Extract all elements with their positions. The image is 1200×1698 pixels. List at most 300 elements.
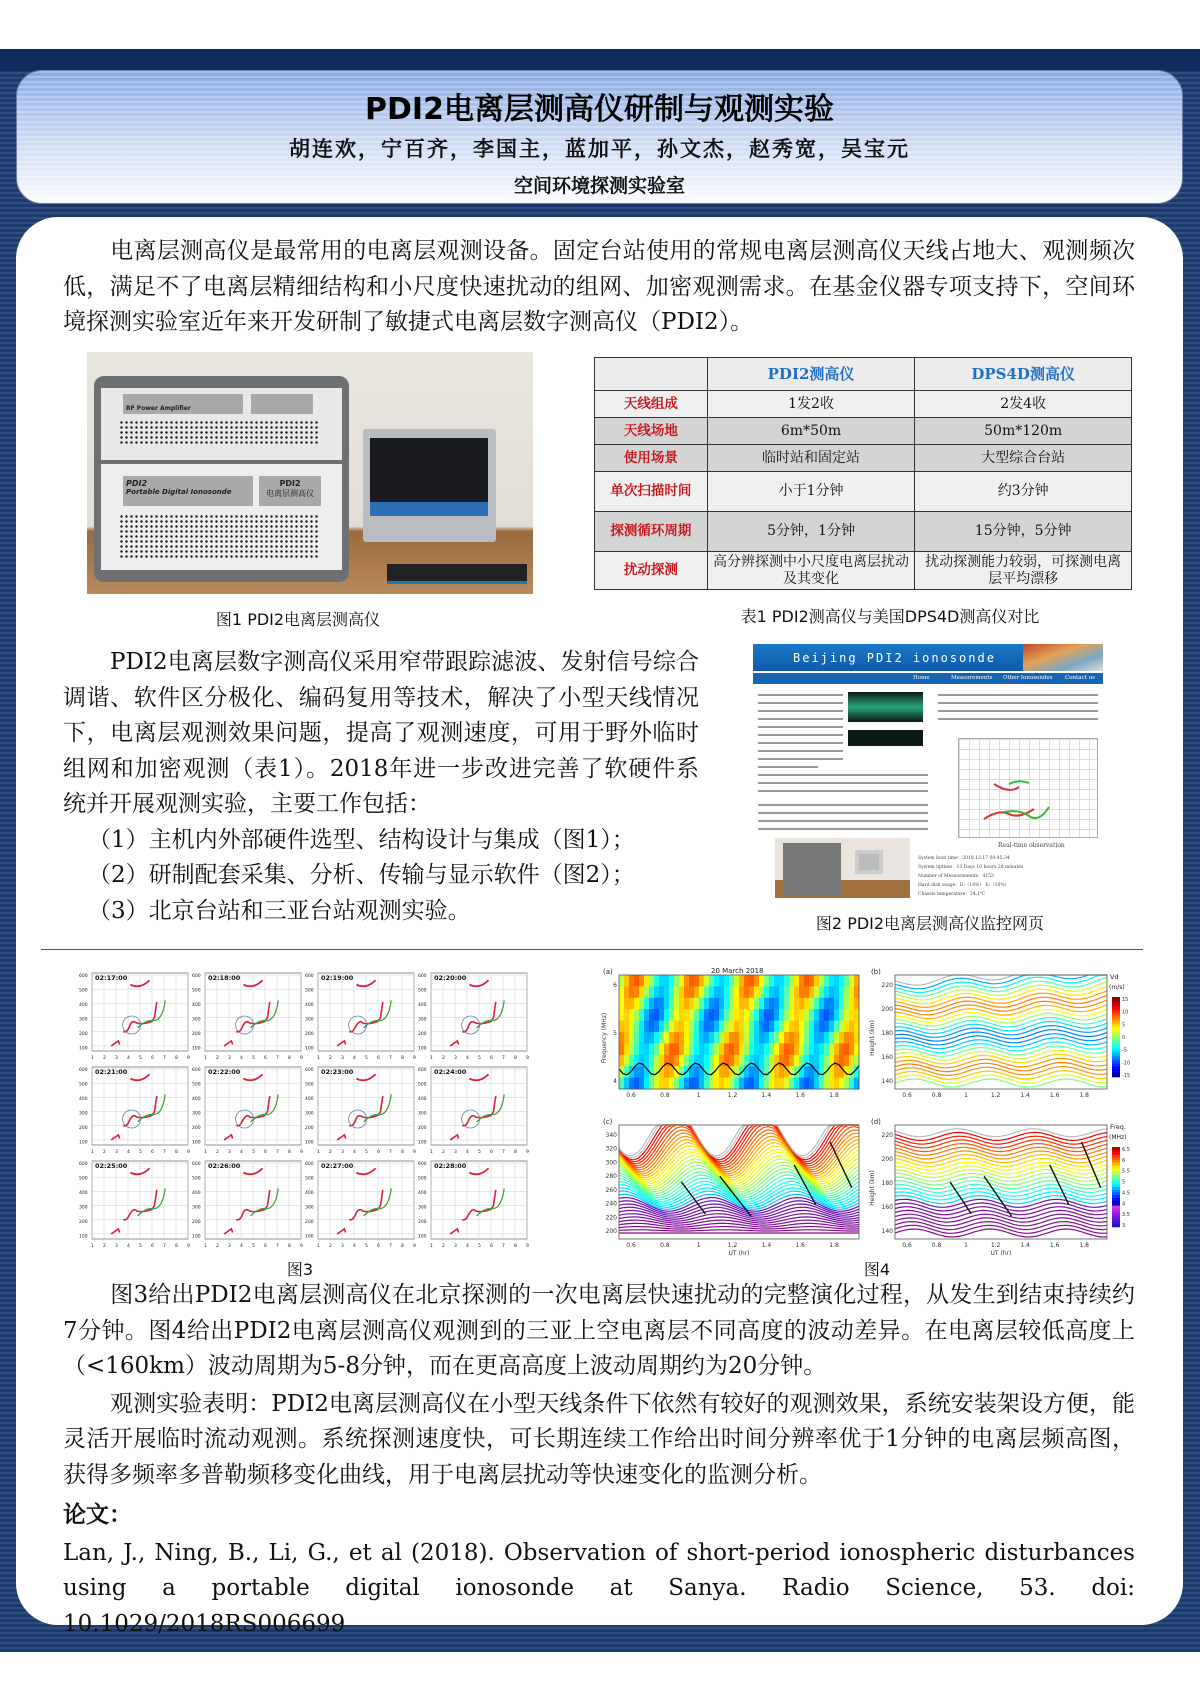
heatmap-cell [679, 986, 685, 998]
heatmap-cell [714, 1078, 720, 1090]
heatmap-cell [844, 1078, 850, 1090]
x-tick-label: 1.6 [1049, 1092, 1060, 1099]
colorbar-segment [1112, 1072, 1120, 1075]
colorbar-tick: 4.5 [1122, 1190, 1130, 1197]
heatmap-cell [674, 1021, 680, 1033]
heatmap-cell [814, 986, 820, 998]
y-tick-label: 600 [305, 974, 314, 979]
heatmap-cell [799, 1078, 805, 1090]
heatmap-cell [764, 1032, 770, 1044]
heatmap-cell [659, 1078, 665, 1090]
x-tick-label: 5 [478, 1244, 481, 1249]
x-tick-label: 1.4 [1020, 1092, 1030, 1099]
heatmap-cell [664, 1021, 670, 1033]
heatmap-cell [679, 975, 685, 987]
colorbar-segment [1112, 1016, 1120, 1019]
colorbar-segment [1112, 1211, 1120, 1214]
work-item: （1）主机内外部硬件选型、结构设计与集成（图1）； [88, 826, 635, 853]
y-tick-label: 160 [881, 1204, 893, 1211]
x-tick-label: 5 [252, 1244, 255, 1249]
heatmap-cell [749, 1032, 755, 1044]
x-tick-label: 6 [490, 1244, 493, 1249]
heatmap-cell [689, 998, 695, 1010]
heatmap-cell [764, 1043, 770, 1055]
heatmap-cell [844, 1009, 850, 1021]
webpage-text-line [758, 766, 818, 768]
heatmap-cell [674, 1055, 680, 1067]
webpage-text-line [938, 710, 1098, 712]
x-tick-label: 6 [151, 1056, 154, 1061]
y-tick-label: 300 [79, 1111, 88, 1117]
heatmap-cell [839, 998, 845, 1010]
heatmap-cell [664, 998, 670, 1010]
panel-content [619, 975, 860, 1090]
x-tick-label: 1.4 [761, 1242, 772, 1249]
status-disk: Hard disk usage：D:（14%） E:（10%） [918, 883, 1010, 888]
y-tick-label: 400 [305, 1097, 314, 1102]
heatmap-cell [794, 986, 800, 998]
x-tick-label: 7 [389, 1150, 392, 1155]
colorbar-segment [1112, 1187, 1120, 1190]
heatmap-cell [739, 1032, 745, 1044]
heatmap-cell [659, 1021, 665, 1033]
heatmap-cell [689, 986, 695, 998]
references-heading: 论文： [63, 1502, 132, 1528]
y-axis-label: Height (km) [869, 1170, 876, 1206]
y-tick-label: 500 [305, 1082, 314, 1088]
heatmap-cell [624, 1078, 630, 1090]
heatmap-cell [619, 998, 625, 1010]
wave-trace [895, 1129, 1107, 1137]
heatmap-cell [679, 1009, 685, 1021]
heatmap-cell [699, 1032, 705, 1044]
heatmap-cell [709, 1009, 715, 1021]
heatmap-cell [629, 998, 635, 1010]
heatmap-cell [679, 1055, 685, 1067]
heatmap-cell [784, 1078, 790, 1090]
heatmap-cell [744, 1032, 750, 1044]
heatmap-cell [629, 986, 635, 998]
heatmap-cell [669, 998, 675, 1010]
table-header-row [595, 358, 1132, 391]
x-tick-label: 1 [91, 1056, 94, 1061]
heatmap-cell [629, 1009, 635, 1021]
x-tick-label: 3 [228, 1056, 231, 1061]
x-tick-label: 0.6 [902, 1092, 912, 1099]
y-tick-label: 400 [192, 1191, 201, 1196]
x-tick-label: 1.2 [727, 1092, 738, 1099]
heatmap-cell [729, 1032, 735, 1044]
heatmap-cell [649, 975, 655, 987]
y-tick-label: 400 [418, 1097, 427, 1102]
installation-photo [775, 838, 910, 898]
y-tick-label: 500 [192, 1176, 201, 1182]
heatmap-cell [664, 1009, 670, 1021]
heatmap-cell [829, 975, 835, 987]
heatmap-cell [744, 1021, 750, 1033]
y-tick-label: 340 [605, 1132, 617, 1139]
heatmap-cell [619, 1032, 625, 1044]
heatmap-cell [759, 998, 765, 1010]
heatmap-cell [749, 1021, 755, 1033]
heatmap-cell [779, 1078, 785, 1090]
wave-panel [601, 967, 864, 1107]
heatmap-cell [769, 1009, 775, 1021]
heatmap-cell [804, 1032, 810, 1044]
heatmap-cell [779, 986, 785, 998]
heatmap-cell [774, 1078, 780, 1090]
conclusion-paragraph: 观测实验表明：PDI2电离层测高仪在小型天线条件下依然有较好的观测效果，系统安装架设方便，能灵活开展临时流动观测。系统探测速度快，可长期连续工作给出时间分辨率优于1分钟的电离层频高图，获得多频率多普勒频移变化曲线，用于电离层扰动等快速变化的监测分析。 [63, 1390, 1135, 1488]
heatmap-cell [829, 998, 835, 1010]
section-divider [41, 949, 1143, 950]
heatmap-cell [624, 1055, 630, 1067]
heatmap-cell [764, 998, 770, 1010]
wave-trace [619, 1227, 859, 1229]
colorbar-segment [1112, 1005, 1120, 1008]
poster-top-strip [0, 49, 1200, 71]
heatmap-cell [699, 998, 705, 1010]
heatmap-cell [754, 1009, 760, 1021]
result-paragraph: 图3给出PDI2电离层测高仪在北京探测的一次电离层快速扰动的完整演化过程，从发生到结束持续约7分钟。图4给出PDI2电离层测高仪观测到的三亚上空电离层不同高度的波动差异。在电离层较低高度上（<160km）波动周期为5-8分钟，而在更高高度上波动周期约为20分钟。 [63, 1282, 1135, 1379]
intro-text: 电离层测高仪是最常用的电离层观测设备。固定台站使用的常规电离层测高仪天线占地大、观测频次低，满足不了电离层精细结构和小尺度快速扰动的组网、加密观测需求。在基金仪器专项支持下，空间环境探测实验室近年来开发研制了敏捷式电离层数字测高仪（PDI2）。 [63, 238, 1135, 335]
heatmap-cell [759, 986, 765, 998]
heatmap-cell [764, 1009, 770, 1021]
nav-measurements[interactable]: Measurements [951, 675, 993, 681]
y-tick-label: 500 [418, 988, 427, 994]
x-tick-label: 1.4 [761, 1092, 772, 1099]
x-tick-label: 9 [526, 1150, 529, 1155]
panel-timestamp: 02:23:00 [321, 1068, 354, 1076]
x-tick-label: 1.2 [727, 1242, 738, 1249]
heatmap-cell [704, 1043, 710, 1055]
heatmap-cell [619, 986, 625, 998]
heatmap-cell [729, 1021, 735, 1033]
heatmap-cell [704, 975, 710, 987]
x-tick-label: 8 [401, 1056, 404, 1061]
x-tick-label: 1.8 [1079, 1092, 1090, 1099]
x-tick-label: 6 [490, 1150, 493, 1155]
heatmap-cell [784, 1043, 790, 1055]
heatmap-cell [709, 1055, 715, 1067]
colorbar-segment [1112, 1190, 1120, 1193]
heatmap-cell [839, 1021, 845, 1033]
keyboard [387, 564, 527, 584]
colorbar-segment [1112, 1013, 1120, 1016]
heatmap-cell [819, 1066, 825, 1078]
heatmap-cell [839, 1009, 845, 1021]
heatmap-cell [834, 975, 840, 987]
x-tick-label: 3 [228, 1244, 231, 1249]
webpage-text-line [758, 812, 928, 814]
colorbar-segment [1112, 1000, 1120, 1003]
x-tick-label: 9 [187, 1150, 190, 1155]
heatmap-cell [754, 975, 760, 987]
y-tick-label: 100 [79, 1140, 88, 1146]
y-tick-label: 100 [192, 1234, 201, 1240]
colorbar-tick: 3.5 [1122, 1212, 1130, 1219]
x-tick-label: 1.6 [795, 1092, 806, 1099]
heatmap-cell [804, 1043, 810, 1055]
x-tick-label: 1 [696, 1092, 701, 1099]
heatmap-cell [719, 1066, 725, 1078]
ionogram-panel [78, 969, 191, 1063]
colorbar-segment [1112, 1050, 1120, 1053]
heatmap-cell [654, 975, 660, 987]
column-header-pdi2: PDI2测高仪 [707, 358, 915, 391]
table-row: 单次扫描时间 小于1分钟 约3分钟 [595, 472, 1132, 512]
y-tick-label: 200 [605, 1228, 617, 1235]
webpage-text-line [758, 694, 843, 696]
colorbar-segment [1112, 1200, 1120, 1203]
heatmap-cell [634, 986, 640, 998]
heatmap-cell [814, 1032, 820, 1044]
wave-panel [869, 967, 1132, 1107]
ionogram-panel [191, 1157, 304, 1251]
x-tick-label: 5 [139, 1150, 142, 1155]
heatmap-cell [729, 986, 735, 998]
colorbar-segment [1112, 1021, 1120, 1024]
x-tick-label: 1.8 [1079, 1242, 1090, 1249]
x-tick-label: 6 [490, 1056, 493, 1061]
colorbar-segment [1112, 1045, 1120, 1048]
heatmap-cell [754, 1021, 760, 1033]
work-item-list [63, 823, 699, 930]
heatmap-cell [744, 1043, 750, 1055]
colorbar-segment [1112, 1061, 1120, 1064]
x-tick-label: 8 [514, 1244, 517, 1249]
colorbar-segment [1112, 1158, 1120, 1161]
y-tick-label: 400 [418, 1191, 427, 1196]
heatmap-cell [624, 1009, 630, 1021]
heatmap-cell [674, 975, 680, 987]
heatmap-cell [669, 1021, 675, 1033]
x-tick-label: 3 [115, 1150, 118, 1155]
heatmap-cell [669, 986, 675, 998]
colorbar-tick: 5 [1122, 1022, 1126, 1029]
y-tick-label: 100 [305, 1046, 314, 1052]
y-tick-label: 300 [192, 1205, 201, 1211]
y-tick-label: 300 [418, 1111, 427, 1117]
colorbar-tick: 5.5 [1122, 1168, 1130, 1175]
heatmap-cell [774, 998, 780, 1010]
webpage-text-line [758, 702, 843, 704]
x-tick-label: 7 [276, 1244, 279, 1249]
y-tick-label: 400 [79, 1003, 88, 1008]
heatmap-cell [674, 986, 680, 998]
heatmap-cell [644, 998, 650, 1010]
y-tick-label: 600 [79, 1162, 88, 1167]
x-tick-label: 9 [413, 1244, 416, 1249]
x-tick-label: 3 [454, 1056, 457, 1061]
heatmap-cell [759, 1055, 765, 1067]
heatmap-cell [804, 998, 810, 1010]
heatmap-cell [819, 1078, 825, 1090]
heatmap-cell [664, 1043, 670, 1055]
x-tick-label: 2 [103, 1150, 106, 1155]
colorbar-segment [1112, 1208, 1120, 1211]
intro-paragraph [63, 234, 1135, 341]
heatmap-cell [774, 1009, 780, 1021]
heatmap-cell [739, 1055, 745, 1067]
heatmap-cell [739, 1009, 745, 1021]
heatmap-cell [819, 975, 825, 987]
heatmap-cell [659, 1055, 665, 1067]
heatmap-cell [789, 1043, 795, 1055]
heatmap-cell [684, 1055, 690, 1067]
heatmap-cell [654, 1009, 660, 1021]
heatmap-cell [634, 1078, 640, 1090]
heatmap-cell [694, 998, 700, 1010]
heatmap-cell [824, 1055, 830, 1067]
device-label-en: PDI2 Portable Digital Ionosonde [123, 476, 253, 506]
heatmap-cell [694, 975, 700, 987]
heatmap-cell [754, 1066, 760, 1078]
heatmap-cell [849, 1032, 855, 1044]
heatmap-cell [659, 986, 665, 998]
heatmap-cell [799, 1009, 805, 1021]
y-tick-label: 160 [881, 1054, 893, 1061]
ionogram-illustration [848, 730, 923, 746]
nav-other-ionosondes[interactable]: Other Ionosondes [1003, 675, 1053, 681]
colorbar-segment [1112, 1195, 1120, 1198]
heatmap-cell [664, 975, 670, 987]
heatmap-cell [714, 975, 720, 987]
heatmap-cell [629, 1055, 635, 1067]
panel-label: (a) [603, 968, 613, 976]
heatmap-cell [749, 1078, 755, 1090]
colorbar-segment [1112, 1160, 1120, 1163]
heatmap-cell [619, 1009, 625, 1021]
heatmap-cell [824, 1032, 830, 1044]
y-tick-label: 5 [613, 1030, 617, 1037]
heatmap-cell [834, 1066, 840, 1078]
colorbar-segment [1112, 1018, 1120, 1021]
x-tick-label: 3 [115, 1244, 118, 1249]
y-tick-label: 400 [305, 1191, 314, 1196]
y-tick-label: 300 [605, 1159, 617, 1167]
heatmap-cell [784, 986, 790, 998]
heatmap-cell [844, 1032, 850, 1044]
heatmap-cell [784, 1021, 790, 1033]
heatmap-cell [739, 986, 745, 998]
nav-contact[interactable]: Contact us [1065, 675, 1095, 681]
x-tick-label: 8 [288, 1150, 291, 1155]
x-tick-label: 1 [317, 1056, 320, 1061]
colorbar-segment [1112, 1053, 1120, 1056]
heatmap-cell [784, 998, 790, 1010]
heatmap-cell [739, 998, 745, 1010]
heatmap-cell [664, 1032, 670, 1044]
heatmap-cell [839, 1043, 845, 1055]
ionogram-panel [78, 1063, 191, 1157]
colorbar-segment [1112, 1198, 1120, 1201]
heatmap-cell [699, 1021, 705, 1033]
x-tick-label: 5 [478, 1056, 481, 1061]
y-tick-label: 600 [79, 1068, 88, 1073]
heatmap-cell [759, 1009, 765, 1021]
heatmap-cell [674, 1009, 680, 1021]
heatmap-cell [779, 1032, 785, 1044]
panel-timestamp: 02:26:00 [208, 1162, 241, 1170]
panel-content [895, 975, 1107, 1087]
heatmap-cell [749, 998, 755, 1010]
webpage-text-line [758, 790, 928, 792]
heatmap-cell [819, 1009, 825, 1021]
heatmap-cell [754, 1043, 760, 1055]
heatmap-cell [789, 1021, 795, 1033]
heatmap-cell [639, 1078, 645, 1090]
heatmap-cell [649, 1078, 655, 1090]
heatmap-cell [744, 975, 750, 987]
colorbar-tick: 6.5 [1122, 1147, 1130, 1153]
webpage-text-line [758, 758, 843, 760]
x-tick-label: 1.4 [1020, 1242, 1030, 1249]
heatmap-cell [764, 986, 770, 998]
heatmap-cell [694, 1043, 700, 1055]
colorbar-segment [1112, 1206, 1120, 1209]
x-tick-label: 8 [288, 1056, 291, 1061]
y-tick-label: 600 [79, 974, 88, 979]
heatmap-cell [634, 975, 640, 987]
x-tick-label: 1.6 [1049, 1242, 1060, 1249]
heatmap-cell [629, 975, 635, 987]
x-tick-label: 0.6 [902, 1242, 912, 1249]
x-tick-label: 1 [964, 1242, 968, 1249]
heatmap-cell [779, 1021, 785, 1033]
heatmap-cell [649, 986, 655, 998]
y-tick-label: 600 [305, 1068, 314, 1073]
y-tick-label: 600 [305, 1162, 314, 1167]
x-tick-label: 1 [91, 1244, 94, 1249]
heatmap-cell [734, 975, 740, 987]
comparison-table [594, 357, 1132, 590]
heatmap-cell [699, 986, 705, 998]
heatmap-cell [804, 1066, 810, 1078]
heatmap-cell [719, 1043, 725, 1055]
colorbar-segment [1112, 1010, 1120, 1013]
wave-trace [895, 1075, 1107, 1083]
heatmap-cell [749, 1043, 755, 1055]
y-tick-label: 500 [79, 1176, 88, 1182]
heatmap-cell [714, 1043, 720, 1055]
heatmap-cell [829, 1032, 835, 1044]
heatmap-cell [684, 1043, 690, 1055]
nav-home[interactable]: Home [913, 675, 930, 681]
heatmap-cell [654, 986, 660, 998]
heatmap-cell [689, 1032, 695, 1044]
axes-frame [895, 1125, 1107, 1239]
panel-timestamp: 02:24:00 [434, 1068, 467, 1076]
y-axis-label: Height (km) [869, 1020, 876, 1056]
heatmap-cell [659, 975, 665, 987]
heatmap-cell [759, 1032, 765, 1044]
x-tick-label: 1 [430, 1056, 433, 1061]
heatmap-cell [654, 1021, 660, 1033]
column-header-dps4d: DPS4D测高仪 [915, 358, 1132, 391]
y-tick-label: 300 [192, 1111, 201, 1117]
heatmap-cell [794, 1032, 800, 1044]
heatmap-cell [794, 1078, 800, 1090]
heatmap-cell [849, 1043, 855, 1055]
y-tick-label: 200 [418, 1220, 427, 1225]
y-tick-label: 200 [418, 1126, 427, 1131]
figure-4-caption: 图4 [863, 1260, 891, 1279]
heatmap-cell [844, 1021, 850, 1033]
y-tick-label: 200 [881, 1006, 893, 1013]
x-tick-label: 2 [329, 1244, 332, 1249]
ionosonde-front-panel [101, 464, 342, 570]
heatmap-cell [814, 1055, 820, 1067]
